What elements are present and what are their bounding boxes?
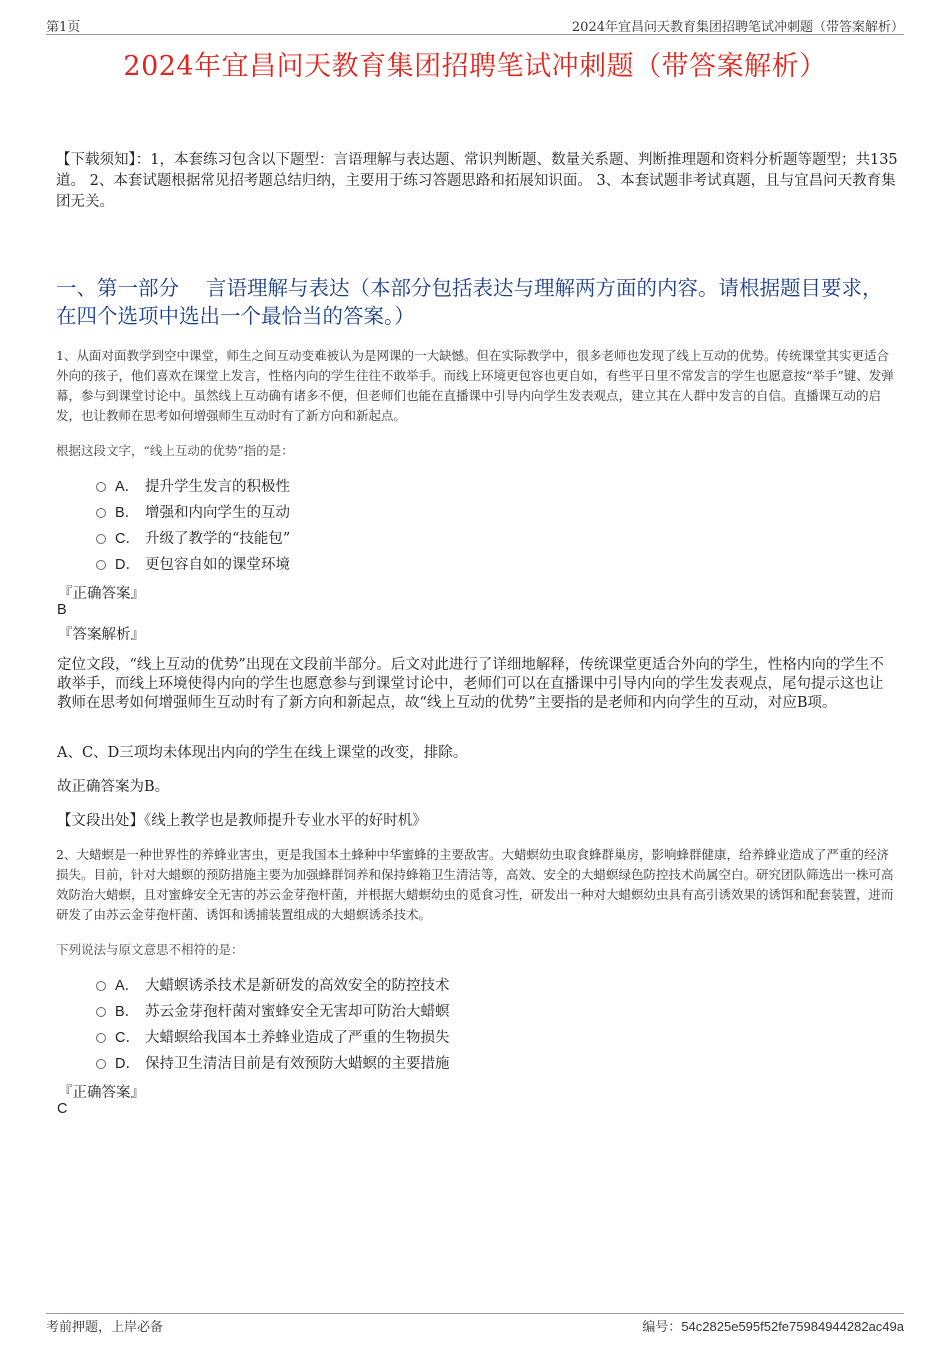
section-heading: 一、第一部分 言语理解与表达（本部分包括表达与理解两方面的内容。请根据题目要求，在四个选项中选出一个最恰当的答案。）: [56, 276, 883, 328]
page-number: 第1页: [46, 20, 81, 35]
question-1-option-a[interactable]: [96, 474, 290, 496]
option-text: 大蜡螟给我国本土养蜂业造成了严重的生物损失: [145, 1029, 450, 1046]
option-key: B．: [115, 1003, 140, 1020]
question-1-answer-label: 『正确答案』: [58, 586, 145, 602]
radio-icon[interactable]: [96, 1033, 106, 1043]
download-notice: 【下载须知】：1，本套练习包含以下题型：言语理解与表达题、常识判断题、数量关系题、判断推理题和资料分析题等题型；共135道。 2、本套试题根据常见招考题总结归纳，主要用于练习答题思路和拓展知识面。 3、本套试题非考试真题，且与宜昌问天教育集团无关。: [56, 152, 898, 210]
question-1-source: 【文段出处】《线上教学也是教师提升专业水平的好时机》: [57, 813, 427, 829]
question-1-answer: B: [57, 602, 67, 618]
radio-icon[interactable]: [96, 534, 106, 544]
option-text: 保持卫生清洁目前是有效预防大蜡螟的主要措施: [145, 1055, 450, 1072]
radio-icon[interactable]: [96, 981, 106, 991]
radio-icon[interactable]: [96, 482, 106, 492]
question-2-option-b[interactable]: [96, 999, 450, 1021]
radio-icon[interactable]: [96, 560, 106, 570]
page-header: [46, 14, 904, 35]
question-2-answer-label: 『正确答案』: [58, 1085, 145, 1101]
header-doc-title: 2024年宜昌问天教育集团招聘笔试冲刺题（带答案解析）: [571, 20, 904, 35]
option-text: 升级了教学的“技能包”: [145, 530, 291, 547]
question-1-option-c[interactable]: [96, 526, 290, 548]
question-1-option-b[interactable]: [96, 500, 290, 522]
question-2-option-c[interactable]: [96, 1025, 450, 1047]
question-2-answer: C: [57, 1101, 68, 1117]
footer-code: [642, 1316, 904, 1335]
question-1-analysis: 定位文段，“线上互动的优势”出现在文段前半部分。后文对此进行了详细地解释，传统课堂更适合外向的学生，性格内向的学生不敢举手，而线上环境使得内向的学生也愿意参与到课堂讨论中，老师们可以在直播课中引导内向的学生发表观点，尾句提示这也让教师在思考如何增强师生互动时有了新方向和新起点，故“线上互动的优势”主要指的是老师和内向学生的互动，对应B项。: [57, 657, 884, 711]
question-1-analysis-exclusion: A、C、D三项均未体现出内向的学生在线上课堂的改变，排除。: [57, 745, 468, 761]
option-key: D．: [115, 1055, 140, 1072]
footer-slogan: 考前押题，上岸必备: [46, 1320, 164, 1335]
radio-icon[interactable]: [96, 1059, 106, 1069]
question-1-analysis-label: 『答案解析』: [58, 627, 145, 643]
page-footer: [46, 1313, 904, 1336]
option-text: 提升学生发言的积极性: [145, 478, 290, 495]
option-text: 大蜡螟诱杀技术是新研发的高效安全的防控技术: [145, 977, 450, 994]
question-1-prompt: 根据这段文字，“线上互动的优势”指的是：: [56, 443, 294, 458]
footer-code-value: 54c2825e595f52fe75984944282ac49a: [681, 1319, 904, 1334]
option-text: 增强和内向学生的互动: [145, 504, 290, 521]
option-key: D．: [115, 556, 140, 573]
question-1-analysis-conclusion: 故正确答案为B。: [57, 779, 170, 795]
option-key: C．: [115, 530, 140, 547]
option-key: C．: [115, 1029, 140, 1046]
option-text: 苏云金芽孢杆菌对蜜蜂安全无害却可防治大蜡螟: [145, 1003, 450, 1020]
option-key: A．: [115, 977, 140, 994]
question-2-prompt: 下列说法与原文意思不相符的是：: [56, 942, 244, 957]
option-key: B．: [115, 504, 140, 521]
question-2-option-d[interactable]: [96, 1051, 450, 1073]
radio-icon[interactable]: [96, 1007, 106, 1017]
question-1-stem: 1、从面对面教学到空中课堂，师生之间互动变难被认为是网课的一大缺憾。但在实际教学中，很多老师也发现了线上互动的优势。传统课堂其实更适合外向的孩子，他们喜欢在课堂上发言，性格内向的学生往往不敢举手。而线上环境更包容也更自如，有些平日里不常发言的学生也愿意按“举手”键、发弹幕，参与到课堂讨论中。虽然线上互动确有诸多不便，但老师们也能在直播课中引导内向学生发表观点，建立其在人群中发言的自信。直播课互动的启发，也让教师在思考如何增强师生互动时有了新方向和新起点。: [56, 348, 894, 423]
question-1-option-d[interactable]: [96, 552, 290, 574]
option-key: A．: [115, 478, 140, 495]
footer-code-label: 编号：: [642, 1320, 682, 1335]
question-2-stem: 2、大蜡螟是一种世界性的养蜂业害虫，更是我国本土蜂种中华蜜蜂的主要敌害。大蜡螟幼虫取食蜂群巢房，影响蜂群健康，给养蜂业造成了严重的经济损失。目前，针对大蜡螟的预防措施主要为加强蜂群饲养和保持蜂箱卫生清洁等，高效、安全的大蜡螟绿色防控技术尚属空白。研究团队筛选出一株可高效防治大蜡螟，且对蜜蜂安全无害的苏云金芽孢杆菌，并根据大蜡螟幼虫的觅食习性，研发出一种对大蜡螟幼虫具有高引诱效果的诱饵和配套装置，进而研发了由苏云金芽孢杆菌、诱饵和诱捕装置组成的大蜡螟诱杀技术。: [56, 847, 894, 922]
option-text: 更包容自如的课堂环境: [145, 556, 290, 573]
radio-icon[interactable]: [96, 508, 106, 518]
document-title: 2024年宜昌问天教育集团招聘笔试冲刺题（带答案解析）: [123, 51, 827, 82]
question-2-option-a[interactable]: [96, 973, 450, 995]
